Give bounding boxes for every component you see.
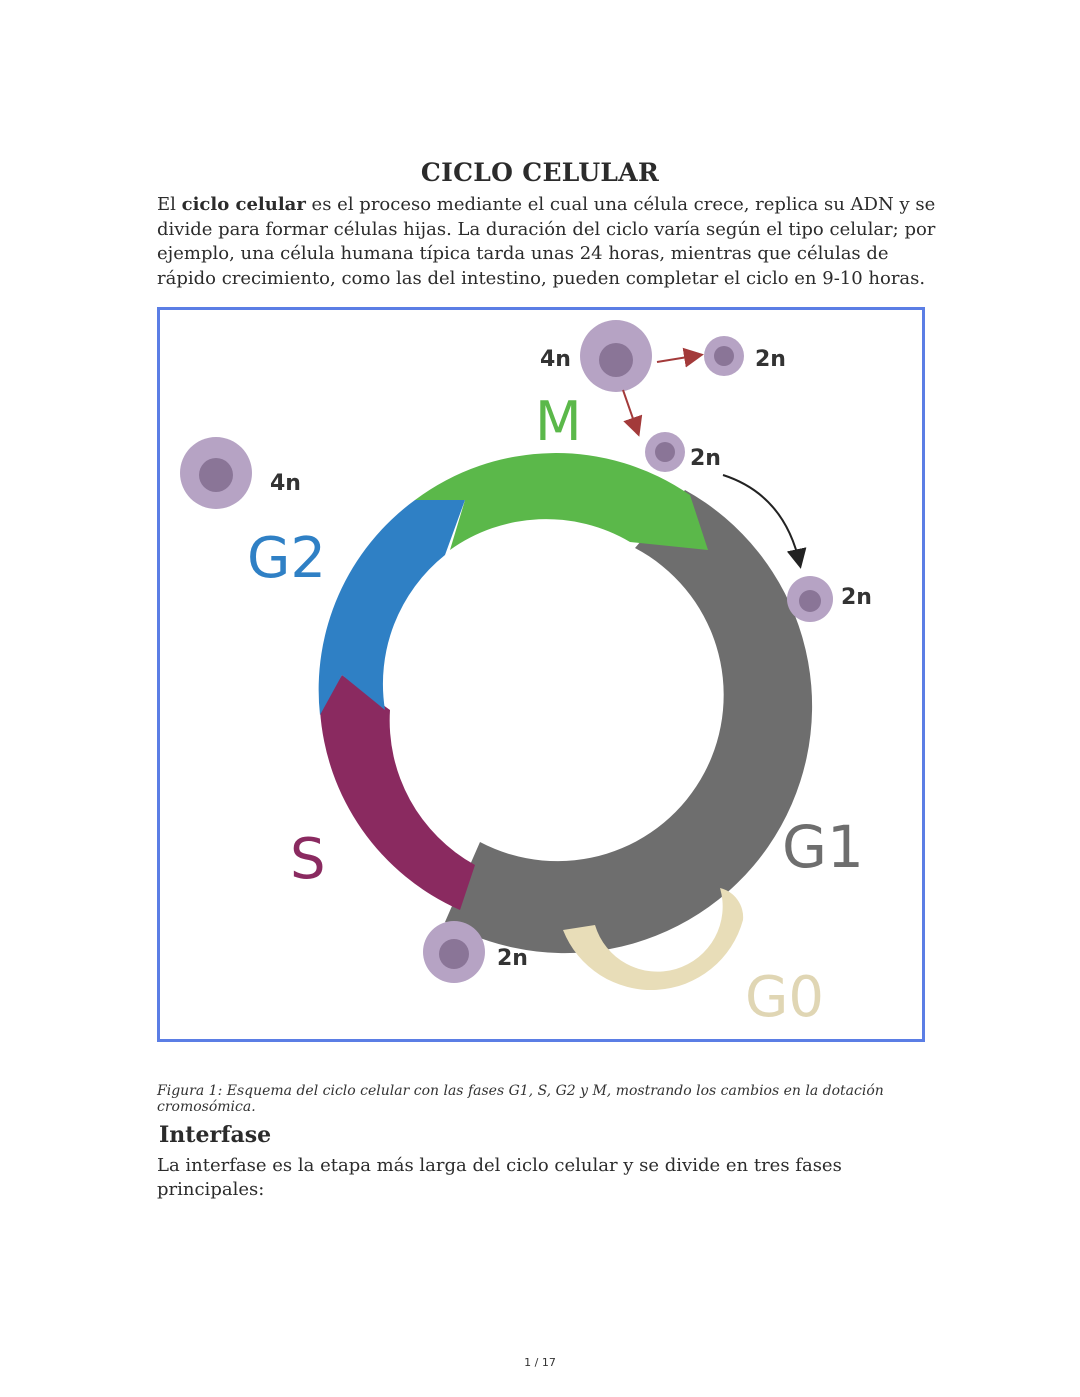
cell-nucleus (199, 458, 233, 492)
s-arc (320, 675, 475, 910)
intro-rest: es el proceso mediante el cual una célula crece, replica su ADN y se divide para formar células hijas. La duración del ciclo varía según el tipo celular; por ejemplo, una célula humana típica tarda unas 24 horas, mientras que células de rápido crecimiento, como las del intestino, pueden completar el ciclo en 9-10 horas. (157, 194, 936, 289)
phase-label-g1: G1 (782, 813, 864, 881)
phase-label-s: S (290, 827, 326, 892)
g1-arc (445, 490, 812, 953)
cell-cycle-figure (157, 307, 925, 1042)
phase-label-g0: G0 (745, 965, 825, 1030)
intro-bold-term: ciclo celular (181, 194, 306, 215)
cell-nucleus (439, 939, 469, 969)
cell-label-g1: 2n (841, 585, 872, 610)
cell-label-s: 2n (497, 946, 528, 971)
cell-daughter-down (645, 432, 685, 472)
cell-g1 (787, 576, 833, 622)
intro-prefix: El (157, 194, 182, 215)
page-title: CICLO CELULAR (420, 158, 660, 187)
cell-label-daughter-right: 2n (755, 347, 786, 372)
cell-nucleus (799, 590, 821, 612)
cell-label-g2: 4n (270, 471, 301, 496)
section-text-interfase: La interfase es la etapa más larga del ciclo celular y se divide en tres fases principales: (157, 1155, 842, 1200)
cell-g2 (180, 437, 252, 509)
intro-paragraph (157, 193, 937, 291)
figure-caption: Figura 1: Esquema del ciclo celular con las fases G1, S, G2 y M, mostrando los cambios en la dotación cromosómica. (157, 1083, 884, 1115)
division-arrow-down (623, 390, 638, 433)
phase-label-g2: G2 (247, 526, 327, 591)
phase-label-m: M (535, 390, 582, 453)
cell-label-m: 4n (540, 347, 571, 372)
cell-label-daughter-down: 2n (690, 446, 721, 471)
section-heading-interfase: Interfase (159, 1122, 272, 1148)
cell-daughter-right (704, 336, 744, 376)
cell-nucleus (714, 346, 734, 366)
cell-nucleus (655, 442, 675, 462)
cell-cycle-diagram (160, 310, 922, 1039)
cell-nucleus (599, 343, 633, 377)
cell-m (580, 320, 652, 392)
division-arrow-right (657, 355, 700, 362)
page-number: 1 / 17 (524, 1356, 556, 1369)
cycle-ring (319, 453, 812, 953)
cell-s (423, 921, 485, 983)
